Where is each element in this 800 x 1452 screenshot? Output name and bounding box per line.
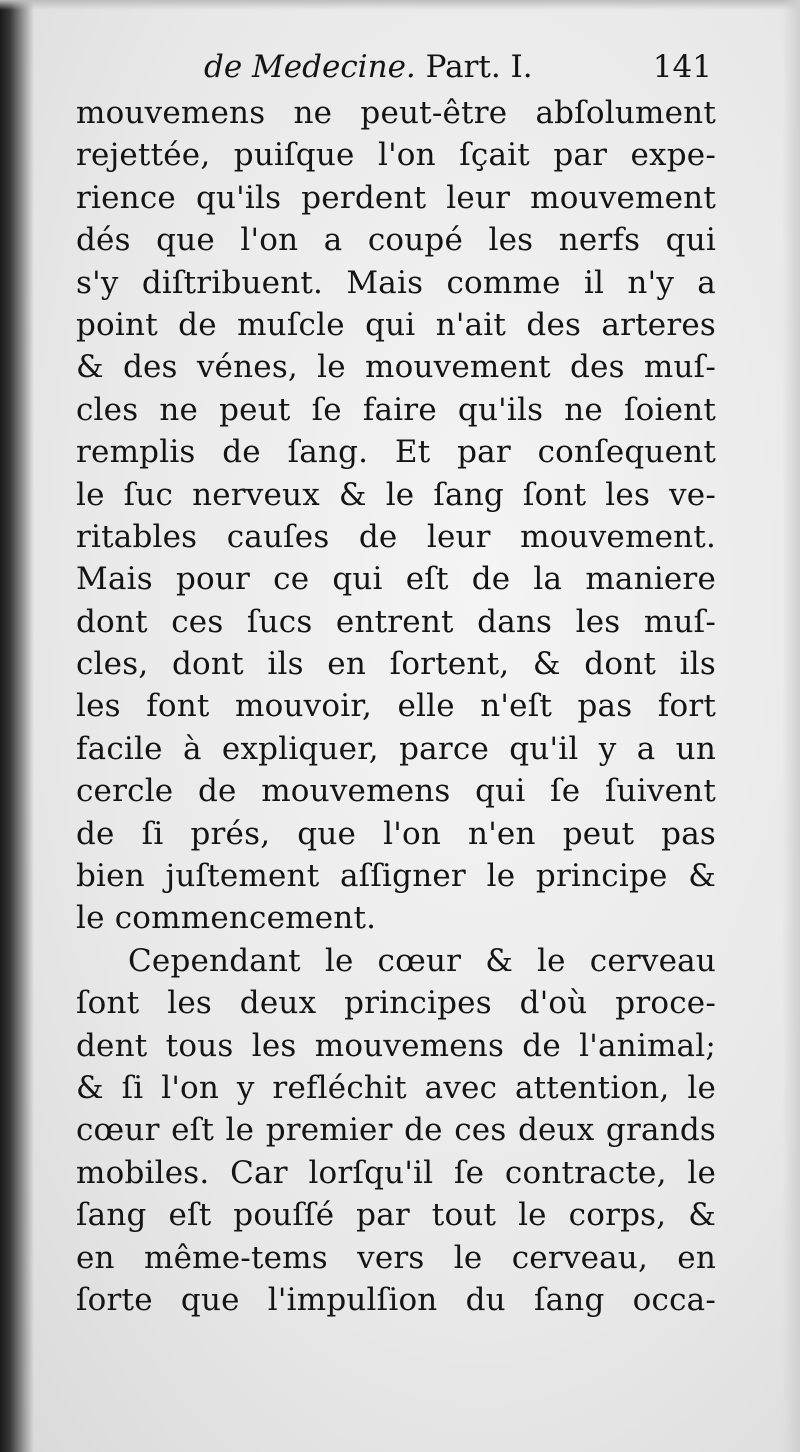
top-edge-shading bbox=[0, 0, 800, 10]
text-line: Mais pour ce qui eſt de la maniere bbox=[76, 561, 716, 598]
text-line: le ſuc nerveux & le ſang ſont les ve- bbox=[76, 476, 716, 513]
text-line: en même-tems vers le cerveau, en bbox=[76, 1239, 716, 1276]
text-line: remplis de ſang. Et par conſequent bbox=[76, 434, 716, 471]
text-line: ſorte que l'impulſion du ſang occa- bbox=[76, 1281, 716, 1318]
text-line: cœur eſt le premier de ces deux grands bbox=[76, 1112, 716, 1149]
page-text bbox=[76, 42, 716, 1321]
binding-shadow bbox=[0, 0, 34, 1452]
text-line: de ſi prés, que l'on n'en peut pas bbox=[76, 815, 716, 852]
paragraph-1 bbox=[76, 92, 716, 940]
text-line: rejettée, puiſque l'on ſçait par expe- bbox=[76, 137, 716, 174]
running-title bbox=[204, 42, 533, 92]
text-line: cercle de mouvemens qui ſe ſuivent bbox=[76, 773, 716, 810]
paragraph-2 bbox=[76, 940, 716, 1322]
page-number: 141 bbox=[652, 49, 712, 85]
text-line: rience qu'ils perdent leur mouvement bbox=[76, 179, 716, 216]
text-line: & ſi l'on y refléchit avec attention, le bbox=[76, 1069, 716, 1106]
text-line: ritables cauſes de leur mouvement. bbox=[76, 518, 716, 555]
running-title-part: Part. I. bbox=[425, 49, 533, 85]
text-line: cles ne peut ſe faire qu'ils ne ſoient bbox=[76, 391, 716, 428]
text-line: Cependant le cœur & le cerveau bbox=[128, 942, 716, 979]
text-line: ſont les deux principes d'où proce- bbox=[76, 985, 716, 1022]
text-line: ſang eſt pouſſé par tout le corps, & bbox=[76, 1197, 716, 1234]
text-line: les font mouvoir, elle n'eſt pas fort bbox=[76, 688, 716, 725]
text-line: mobiles. Car lorſqu'il ſe contracte, le bbox=[76, 1154, 716, 1191]
text-line: dent tous les mouvemens de l'animal; bbox=[76, 1027, 716, 1064]
text-line: point de muſcle qui n'ait des arteres bbox=[76, 306, 716, 343]
text-line: dés que l'on a coupé les nerfs qui bbox=[76, 222, 716, 259]
text-line: bien juſtement aſſigner le principe & bbox=[76, 858, 716, 895]
text-line: cles, dont ils en ſortent, & dont ils bbox=[76, 646, 716, 683]
right-edge-shading bbox=[782, 0, 800, 1452]
running-title-italic: de Medecine. bbox=[204, 49, 416, 85]
text-line: facile à expliquer, parce qu'il y a un bbox=[76, 730, 716, 767]
text-line: s'y diſtribuent. Mais comme il n'y a bbox=[76, 264, 716, 301]
text-line: & des vénes, le mouvement des muſ- bbox=[76, 349, 716, 386]
text-line: dont ces ſucs entrent dans les muſ- bbox=[76, 603, 716, 640]
running-header bbox=[76, 42, 716, 92]
text-line: le commencement. bbox=[76, 900, 377, 937]
text-line: mouvemens ne peut-être abſolument bbox=[76, 95, 716, 131]
